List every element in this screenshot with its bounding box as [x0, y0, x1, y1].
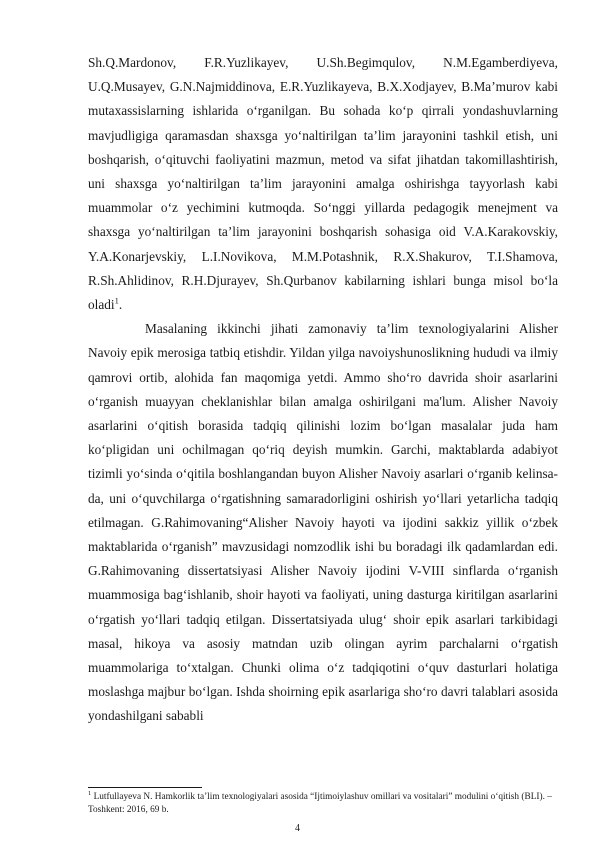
footnote — [88, 791, 558, 816]
paragraph-1 — [88, 51, 558, 317]
main-text — [88, 51, 558, 729]
footnote-text: Lutfullayeva N. Hamkorlik ta’lim texnologiyalari asosida “Ijtimoiylashuv omillari va vositalari” modulini o‘qitish (BLI). – Toshkent: 2016, 69 b. — [88, 792, 552, 815]
footnote-divider — [88, 787, 202, 788]
paragraph-1-text: Sh.Q.Mardonov, F.R.Yuzlikayev, U.Sh.Begimqulov, N.M.Egamberdiyeva, U.Q.Musayev, G.N.Najmiddinova, E.R.Yuzlikayeva, B.X.Xodjayev, B.Ma’murov kabi mutaxassislarning ishlarida o‘rganilgan. Bu sohada ko‘p qirrali yondashuvlarning mavjudligiga qaramasdan shaxsga yo‘naltirilgan ta’lim jarayonini tashkil etish, uni boshqarish, o‘qituvchi faoliyatini mazmun, metod va sifat jihatdan takomillashtirish, uni shaxsga yo‘naltirilgan ta’lim jarayonini amalga oshirishga tayyorlash kabi muammolar o‘z yechimini kutmoqda. So‘nggi yillarda pedagogik menejment va shaxsga yo‘naltirilgan ta’lim jarayonini boshqarish sohasiga oid V.A.Karakovskiy, Y.A.Konarjevskiy, L.I.Novikova, M.M.Potashnik, R.X.Shakurov, T.I.Shamova, R.Sh.Ahlidinov, R.H.Djurayev, Sh.Qurbanov kabilarning ishlari bunga misol bo‘la oladi — [88, 55, 558, 313]
footnote-mark: 1 — [88, 789, 92, 797]
paragraph-2-text: Masalaning ikkinchi jihati zamonaviy ta’lim texnologiyalarini Alisher Navoiy epik merosiga tatbiq etishdir. Yildan yilga navoiyshunoslikning hududi va ilmiy qamrovi ortib, alohida fan maqomiga yetdi. Ammo sho‘ro davrida shoir asarlarini o‘rganish muayyan cheklanishlar bilan amalga oshirilgani ma'lum. Alisher Navoiy asarlarini o‘qitish borasida tadqiq qilinishi lozim bo‘lgan masalalar juda ham ko‘pligidan uni ochilmagan qo‘riq deyish mumkin. Garchi, maktablarda adabiyot tizimli yo‘sinda o‘qitila boshlangandan buyon Alisher Navoiy asarlari o‘rganib kelinsa-da, uni o‘quvchilarga o‘rgatishning samaradorligini oshirish yo‘llari yetarlicha tadqiq etilmagan. G.Rahimovaning“Alisher Navoiy hayoti va ijodini sakkiz yillik o‘zbek maktablarida o‘rganish” mavzusidagi nomzodlik ishi bu boradagi ilk qadamlardan edi. G.Rahimovaning dissertatsiyasi Alisher Navoiy ijodini V-VIII sinflarda o‘rganish muammosiga bag‘ishlanib, shoir hayoti va faoliyati, uning dasturga kiritilgan asarlarini o‘rgatish yo‘llari tadqiq etilgan. Dissertatsiyada ulug‘ shoir epik asarlari tarkibidagi masal, hikoya va asosiy matndan uzib olingan ayrim parchalarni o‘rgatish muammolariga to‘xtalgan. Chunki olima o‘z tadqiqotini o‘quv dasturlari holatiga moslashga majbur bo‘lgan. Ishda shoirning epik asarlariga sho‘ro davri talablari asosida yondashilgani sababli — [88, 321, 558, 724]
page-number: 4 — [295, 823, 300, 834]
footnote-reference[interactable]: 1 — [114, 295, 119, 306]
paragraph-1-end: . — [118, 297, 123, 313]
paragraph-2 — [88, 317, 558, 728]
